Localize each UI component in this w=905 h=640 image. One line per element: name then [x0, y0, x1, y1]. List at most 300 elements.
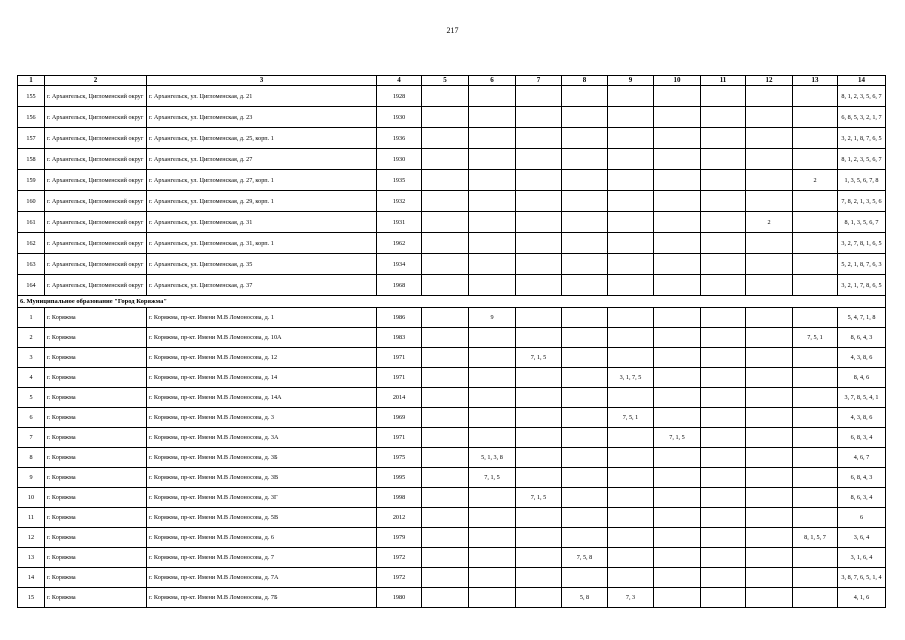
- col5-cell: [422, 328, 469, 348]
- col8-cell: [562, 568, 608, 588]
- col10-cell: [654, 588, 701, 608]
- col13-cell: [793, 308, 838, 328]
- col14-cell: 8, 6, 4, 3: [838, 328, 886, 348]
- row-number: 2: [18, 328, 45, 348]
- year-cell: 1983: [377, 328, 422, 348]
- address-cell: г. Архангельск, ул. Цигломенская, д. 29, корп. 1: [147, 191, 377, 212]
- col9-cell: [608, 428, 654, 448]
- col10-cell: [654, 128, 701, 149]
- address-cell: г. Коряжма, пр-кт. Имени М.В Ломоносова, д. 5В: [147, 508, 377, 528]
- year-cell: 1930: [377, 107, 422, 128]
- col14-cell: 4, 3, 8, 6: [838, 408, 886, 428]
- column-header-8: 8: [562, 76, 608, 86]
- col14-cell: 6, 8, 4, 3: [838, 468, 886, 488]
- table-row: [18, 448, 886, 468]
- col5-cell: [422, 488, 469, 508]
- col7-cell: [516, 588, 562, 608]
- table-row: [18, 368, 886, 388]
- col12-cell: [746, 588, 793, 608]
- col12-cell: [746, 368, 793, 388]
- col11-cell: [701, 107, 746, 128]
- col10-cell: [654, 368, 701, 388]
- col10-cell: [654, 348, 701, 368]
- district-cell: г. Коряжма: [45, 468, 147, 488]
- address-cell: г. Архангельск, ул. Цигломенская, д. 35: [147, 254, 377, 275]
- col13-cell: [793, 149, 838, 170]
- col14-cell: 4, 3, 8, 6: [838, 348, 886, 368]
- col5-cell: [422, 170, 469, 191]
- col11-cell: [701, 233, 746, 254]
- table-row: [18, 170, 886, 191]
- col14-cell: 6: [838, 508, 886, 528]
- col7-cell: [516, 468, 562, 488]
- col7-cell: 7, 1, 5: [516, 488, 562, 508]
- section-title: 6. Муниципальное образование "Город Коряжма": [18, 296, 886, 308]
- col12-cell: [746, 428, 793, 448]
- col10-cell: [654, 328, 701, 348]
- col5-cell: [422, 348, 469, 368]
- address-cell: г. Коряжма, пр-кт. Имени М.В Ломоносова, д. 6: [147, 528, 377, 548]
- row-number: 10: [18, 488, 45, 508]
- col5-cell: [422, 388, 469, 408]
- col6-cell: [469, 191, 516, 212]
- column-header-1: 1: [18, 76, 45, 86]
- year-cell: 1971: [377, 428, 422, 448]
- row-number: 157: [18, 128, 45, 149]
- address-cell: г. Коряжма, пр-кт. Имени М.В Ломоносова, д. 14А: [147, 388, 377, 408]
- col14-cell: 8, 1, 2, 3, 5, 6, 7: [838, 149, 886, 170]
- district-cell: г. Архангельск, Цигломенский округ: [45, 212, 147, 233]
- col10-cell: [654, 191, 701, 212]
- col7-cell: [516, 428, 562, 448]
- address-cell: г. Архангельск, ул. Цигломенская, д. 21: [147, 86, 377, 107]
- col6-cell: [469, 388, 516, 408]
- column-header-7: 7: [516, 76, 562, 86]
- col9-cell: [608, 170, 654, 191]
- district-cell: г. Коряжма: [45, 508, 147, 528]
- year-cell: 1935: [377, 170, 422, 191]
- district-cell: г. Коряжма: [45, 308, 147, 328]
- col9-cell: [608, 275, 654, 296]
- col11-cell: [701, 488, 746, 508]
- col10-cell: [654, 107, 701, 128]
- year-cell: 1979: [377, 528, 422, 548]
- col7-cell: [516, 528, 562, 548]
- row-number: 1: [18, 308, 45, 328]
- year-cell: 1931: [377, 212, 422, 233]
- year-cell: 1962: [377, 233, 422, 254]
- year-cell: 1986: [377, 308, 422, 328]
- address-cell: г. Коряжма, пр-кт. Имени М.В Ломоносова, д. 3: [147, 408, 377, 428]
- address-cell: г. Коряжма, пр-кт. Имени М.В Ломоносова, д. 10А: [147, 328, 377, 348]
- header-row: [18, 76, 886, 86]
- col13-cell: [793, 275, 838, 296]
- table-row: [18, 149, 886, 170]
- district-cell: г. Коряжма: [45, 488, 147, 508]
- table-row: [18, 254, 886, 275]
- table-row: [18, 468, 886, 488]
- col10-cell: [654, 488, 701, 508]
- year-cell: 1975: [377, 448, 422, 468]
- col5-cell: [422, 233, 469, 254]
- row-number: 155: [18, 86, 45, 107]
- col9-cell: [608, 528, 654, 548]
- table-row: [18, 488, 886, 508]
- col11-cell: [701, 548, 746, 568]
- col6-cell: [469, 86, 516, 107]
- col8-cell: [562, 388, 608, 408]
- col9-cell: [608, 254, 654, 275]
- col6-cell: [469, 128, 516, 149]
- row-number: 163: [18, 254, 45, 275]
- col5-cell: [422, 86, 469, 107]
- col10-cell: [654, 468, 701, 488]
- address-cell: г. Коряжма, пр-кт. Имени М.В Ломоносова, д. 3Б: [147, 448, 377, 468]
- col12-cell: [746, 308, 793, 328]
- col8-cell: 5, 8: [562, 588, 608, 608]
- col9-cell: [608, 568, 654, 588]
- table-row: [18, 275, 886, 296]
- year-cell: 2012: [377, 508, 422, 528]
- address-cell: г. Коряжма, пр-кт. Имени М.В Ломоносова, д. 7: [147, 548, 377, 568]
- col6-cell: [469, 548, 516, 568]
- column-header-5: 5: [422, 76, 469, 86]
- address-cell: г. Архангельск, ул. Цигломенская, д. 31: [147, 212, 377, 233]
- col11-cell: [701, 308, 746, 328]
- year-cell: 1971: [377, 348, 422, 368]
- address-cell: г. Коряжма, пр-кт. Имени М.В Ломоносова, д. 12: [147, 348, 377, 368]
- district-cell: г. Коряжма: [45, 588, 147, 608]
- row-number: 3: [18, 348, 45, 368]
- col8-cell: [562, 212, 608, 233]
- row-number: 13: [18, 548, 45, 568]
- col13-cell: [793, 388, 838, 408]
- table-row: [18, 86, 886, 107]
- col8-cell: [562, 86, 608, 107]
- col7-cell: [516, 568, 562, 588]
- column-header-3: 3: [147, 76, 377, 86]
- col11-cell: [701, 328, 746, 348]
- col7-cell: [516, 107, 562, 128]
- col6-cell: [469, 568, 516, 588]
- col11-cell: [701, 86, 746, 107]
- col8-cell: [562, 488, 608, 508]
- col10-cell: [654, 212, 701, 233]
- col12-cell: [746, 107, 793, 128]
- column-header-6: 6: [469, 76, 516, 86]
- col7-cell: [516, 254, 562, 275]
- col7-cell: [516, 388, 562, 408]
- district-cell: г. Архангельск, Цигломенский округ: [45, 86, 147, 107]
- col5-cell: [422, 149, 469, 170]
- table-row: [18, 212, 886, 233]
- col13-cell: [793, 588, 838, 608]
- district-cell: г. Коряжма: [45, 428, 147, 448]
- table-row: [18, 191, 886, 212]
- district-cell: г. Коряжма: [45, 568, 147, 588]
- col14-cell: 6, 8, 5, 3, 2, 1, 7: [838, 107, 886, 128]
- row-number: 164: [18, 275, 45, 296]
- table-row: [18, 348, 886, 368]
- col12-cell: [746, 191, 793, 212]
- column-header-4: 4: [377, 76, 422, 86]
- address-cell: г. Коряжма, пр-кт. Имени М.В Ломоносова, д. 14: [147, 368, 377, 388]
- district-cell: г. Архангельск, Цигломенский округ: [45, 107, 147, 128]
- address-cell: г. Коряжма, пр-кт. Имени М.В Ломоносова, д. 3Г: [147, 488, 377, 508]
- table-row: [18, 428, 886, 448]
- col13-cell: [793, 408, 838, 428]
- col14-cell: 3, 2, 1, 7, 8, 6, 5: [838, 275, 886, 296]
- col11-cell: [701, 149, 746, 170]
- district-cell: г. Коряжма: [45, 528, 147, 548]
- col5-cell: [422, 528, 469, 548]
- col6-cell: [469, 588, 516, 608]
- col11-cell: [701, 468, 746, 488]
- address-cell: г. Архангельск, ул. Цигломенская, д. 31, корп. 1: [147, 233, 377, 254]
- address-cell: г. Архангельск, ул. Цигломенская, д. 25, корп. 1: [147, 128, 377, 149]
- row-number: 14: [18, 568, 45, 588]
- col11-cell: [701, 528, 746, 548]
- schedule-table: [17, 75, 886, 608]
- col12-cell: [746, 468, 793, 488]
- row-number: 162: [18, 233, 45, 254]
- row-number: 4: [18, 368, 45, 388]
- address-cell: г. Коряжма, пр-кт. Имени М.В Ломоносова, д. 3В: [147, 468, 377, 488]
- district-cell: г. Коряжма: [45, 448, 147, 468]
- col8-cell: [562, 170, 608, 191]
- col8-cell: [562, 254, 608, 275]
- col5-cell: [422, 368, 469, 388]
- col5-cell: [422, 428, 469, 448]
- col13-cell: [793, 368, 838, 388]
- table-row: [18, 128, 886, 149]
- col14-cell: 7, 8, 2, 1, 3, 5, 6: [838, 191, 886, 212]
- row-number: 161: [18, 212, 45, 233]
- col13-cell: 8, 1, 5, 7: [793, 528, 838, 548]
- district-cell: г. Коряжма: [45, 328, 147, 348]
- col5-cell: [422, 212, 469, 233]
- col14-cell: 4, 1, 6: [838, 588, 886, 608]
- col9-cell: [608, 233, 654, 254]
- year-cell: 2014: [377, 388, 422, 408]
- col12-cell: [746, 233, 793, 254]
- col10-cell: [654, 508, 701, 528]
- col5-cell: [422, 275, 469, 296]
- col5-cell: [422, 191, 469, 212]
- district-cell: г. Архангельск, Цигломенский округ: [45, 254, 147, 275]
- col10-cell: [654, 448, 701, 468]
- table-row: [18, 408, 886, 428]
- col14-cell: 8, 1, 2, 3, 5, 6, 7: [838, 86, 886, 107]
- col14-cell: 3, 2, 1, 8, 7, 6, 5: [838, 128, 886, 149]
- table-row: [18, 328, 886, 348]
- column-header-14: 14: [838, 76, 886, 86]
- col8-cell: [562, 128, 608, 149]
- col11-cell: [701, 588, 746, 608]
- col11-cell: [701, 428, 746, 448]
- address-cell: г. Коряжма, пр-кт. Имени М.В Ломоносова, д. 3А: [147, 428, 377, 448]
- col9-cell: [608, 348, 654, 368]
- col9-cell: [608, 212, 654, 233]
- col7-cell: [516, 191, 562, 212]
- table-row: [18, 588, 886, 608]
- row-number: 6: [18, 408, 45, 428]
- col13-cell: [793, 128, 838, 149]
- col14-cell: 4, 6, 7: [838, 448, 886, 468]
- col14-cell: 8, 1, 3, 5, 6, 7: [838, 212, 886, 233]
- year-cell: 1972: [377, 568, 422, 588]
- col12-cell: [746, 568, 793, 588]
- col13-cell: 7, 5, 1: [793, 328, 838, 348]
- year-cell: 1969: [377, 408, 422, 428]
- col9-cell: [608, 388, 654, 408]
- col5-cell: [422, 508, 469, 528]
- col12-cell: [746, 448, 793, 468]
- col6-cell: [469, 275, 516, 296]
- col8-cell: [562, 233, 608, 254]
- col8-cell: [562, 149, 608, 170]
- col6-cell: [469, 212, 516, 233]
- col9-cell: [608, 468, 654, 488]
- col13-cell: [793, 568, 838, 588]
- col6-cell: [469, 508, 516, 528]
- section-row: [18, 296, 886, 308]
- district-cell: г. Архангельск, Цигломенский округ: [45, 128, 147, 149]
- col7-cell: [516, 548, 562, 568]
- col13-cell: [793, 428, 838, 448]
- col8-cell: [562, 508, 608, 528]
- col9-cell: [608, 128, 654, 149]
- address-cell: г. Коряжма, пр-кт. Имени М.В Ломоносова, д. 7Б: [147, 588, 377, 608]
- year-cell: 1971: [377, 368, 422, 388]
- col7-cell: [516, 128, 562, 149]
- row-number: 158: [18, 149, 45, 170]
- col9-cell: 7, 3: [608, 588, 654, 608]
- col6-cell: [469, 408, 516, 428]
- col6-cell: [469, 528, 516, 548]
- year-cell: 1995: [377, 468, 422, 488]
- col10-cell: [654, 149, 701, 170]
- row-number: 11: [18, 508, 45, 528]
- col8-cell: [562, 408, 608, 428]
- table-row: [18, 388, 886, 408]
- col8-cell: [562, 468, 608, 488]
- district-cell: г. Архангельск, Цигломенский округ: [45, 191, 147, 212]
- table-body: [18, 86, 886, 608]
- col7-cell: [516, 508, 562, 528]
- col6-cell: 9: [469, 308, 516, 328]
- address-cell: г. Архангельск, ул. Цигломенская, д. 27: [147, 149, 377, 170]
- col5-cell: [422, 254, 469, 275]
- col9-cell: 7, 5, 1: [608, 408, 654, 428]
- col8-cell: 7, 5, 8: [562, 548, 608, 568]
- col6-cell: [469, 348, 516, 368]
- row-number: 15: [18, 588, 45, 608]
- col6-cell: [469, 368, 516, 388]
- col8-cell: [562, 528, 608, 548]
- col13-cell: [793, 254, 838, 275]
- col5-cell: [422, 128, 469, 149]
- col10-cell: [654, 308, 701, 328]
- col7-cell: [516, 149, 562, 170]
- col7-cell: [516, 368, 562, 388]
- col6-cell: [469, 233, 516, 254]
- col10-cell: [654, 568, 701, 588]
- table-row: [18, 548, 886, 568]
- col8-cell: [562, 348, 608, 368]
- col7-cell: [516, 170, 562, 191]
- col9-cell: [608, 107, 654, 128]
- row-number: 9: [18, 468, 45, 488]
- column-header-10: 10: [654, 76, 701, 86]
- address-cell: г. Архангельск, ул. Цигломенская, д. 37: [147, 275, 377, 296]
- col13-cell: 2: [793, 170, 838, 191]
- col14-cell: 3, 2, 7, 8, 1, 6, 5: [838, 233, 886, 254]
- col7-cell: [516, 448, 562, 468]
- col11-cell: [701, 212, 746, 233]
- col10-cell: [654, 86, 701, 107]
- col7-cell: [516, 86, 562, 107]
- col13-cell: [793, 107, 838, 128]
- col8-cell: [562, 328, 608, 348]
- col10-cell: [654, 388, 701, 408]
- column-header-2: 2: [45, 76, 147, 86]
- col13-cell: [793, 548, 838, 568]
- row-number: 5: [18, 388, 45, 408]
- table-row: [18, 508, 886, 528]
- col5-cell: [422, 448, 469, 468]
- col7-cell: [516, 308, 562, 328]
- address-cell: г. Коряжма, пр-кт. Имени М.В Ломоносова, д. 1: [147, 308, 377, 328]
- col10-cell: [654, 254, 701, 275]
- row-number: 159: [18, 170, 45, 191]
- col14-cell: 1, 3, 5, 6, 7, 8: [838, 170, 886, 191]
- district-cell: г. Архангельск, Цигломенский округ: [45, 170, 147, 191]
- column-header-9: 9: [608, 76, 654, 86]
- col13-cell: [793, 212, 838, 233]
- col12-cell: [746, 254, 793, 275]
- col8-cell: [562, 308, 608, 328]
- col10-cell: [654, 528, 701, 548]
- col11-cell: [701, 275, 746, 296]
- col12-cell: [746, 86, 793, 107]
- col9-cell: [608, 308, 654, 328]
- col8-cell: [562, 107, 608, 128]
- year-cell: 1932: [377, 191, 422, 212]
- col11-cell: [701, 170, 746, 191]
- col5-cell: [422, 468, 469, 488]
- col8-cell: [562, 368, 608, 388]
- col10-cell: [654, 170, 701, 191]
- col8-cell: [562, 191, 608, 212]
- col9-cell: [608, 548, 654, 568]
- district-cell: г. Архангельск, Цигломенский округ: [45, 149, 147, 170]
- col14-cell: 5, 2, 1, 8, 7, 6, 3: [838, 254, 886, 275]
- col10-cell: [654, 233, 701, 254]
- column-header-13: 13: [793, 76, 838, 86]
- col12-cell: [746, 388, 793, 408]
- col7-cell: [516, 275, 562, 296]
- col14-cell: 3, 6, 4: [838, 528, 886, 548]
- col5-cell: [422, 107, 469, 128]
- col11-cell: [701, 254, 746, 275]
- district-cell: г. Коряжма: [45, 348, 147, 368]
- col9-cell: [608, 149, 654, 170]
- district-cell: г. Коряжма: [45, 368, 147, 388]
- col12-cell: [746, 508, 793, 528]
- col7-cell: [516, 408, 562, 428]
- col9-cell: 3, 1, 7, 5: [608, 368, 654, 388]
